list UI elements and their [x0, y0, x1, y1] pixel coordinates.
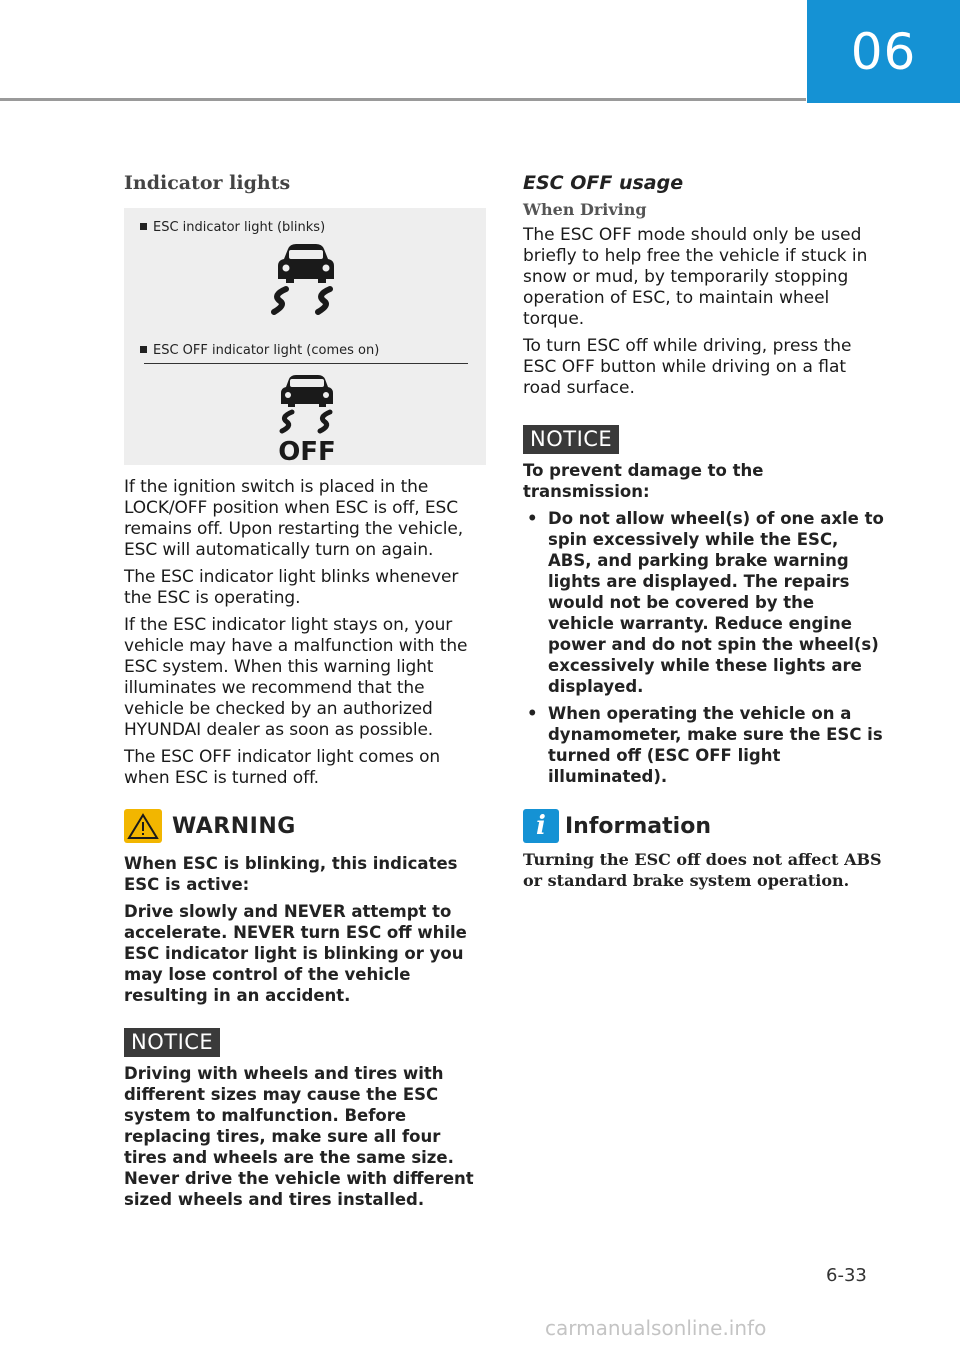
left-column	[124, 172, 488, 1216]
paragraph: If the ignition switch is placed in the LOCK/OFF position when ESC is off, ESC remains off. Upon restarting the vehicle, ESC will automatically turn on again.	[124, 477, 464, 560]
esc-off-icon-text: OFF	[278, 437, 336, 462]
indicator-label-esc: ESC indicator light (blinks)	[140, 220, 325, 235]
paragraph: If the ESC indicator light stays on, your vehicle may have a malfunction with the ESC system. When this warning light illuminates we recommend that the vehicle be checked by an authorized HYUNDAI dealer as soon as possible.	[124, 615, 468, 740]
information-icon: i	[523, 809, 559, 843]
esc-skid-car-icon	[268, 241, 344, 315]
esc-off-icon	[274, 372, 340, 462]
paragraph: The ESC indicator light blinks whenever the ESC is operating.	[124, 567, 459, 608]
notice-block-left	[124, 1028, 488, 1210]
square-bullet-icon	[140, 223, 147, 230]
indicator-label-esc-off: ESC OFF indicator light (comes on)	[140, 343, 379, 358]
square-bullet-icon	[140, 346, 147, 353]
list-item: • When operating the vehicle on a dynamometer, make sure the ESC is turned off (ESC OFF light illuminated).	[527, 704, 883, 786]
information-heading	[523, 809, 885, 843]
notice-badge: NOTICE	[523, 425, 619, 454]
right-column	[523, 172, 885, 891]
page-number: 6-33	[826, 1265, 867, 1286]
paragraph: The ESC OFF mode should only be used briefly to help free the vehicle if stuck in snow or mud, by temporarily stopping operation of ESC, to maintain wheel torque.	[523, 225, 868, 329]
esc-off-usage-title: ESC OFF usage	[523, 172, 684, 194]
notice-list	[523, 508, 885, 787]
indicator-box	[124, 208, 486, 465]
bullet-icon: •	[527, 704, 538, 723]
bullet-icon: •	[527, 509, 538, 528]
paragraph: To turn ESC off while driving, press the ESC OFF button while driving on a flat road surface.	[523, 336, 852, 398]
paragraph: The ESC OFF indicator light comes on when ESC is turned off.	[124, 747, 441, 788]
section-title: Indicator lights	[124, 172, 291, 194]
when-driving-subtitle: When Driving	[523, 200, 647, 219]
warning-text: When ESC is blinking, this indicates ESC is active:	[124, 854, 458, 894]
indicator-divider	[144, 363, 468, 364]
notice-block-right	[523, 425, 885, 787]
left-body	[124, 477, 488, 789]
information-text: Turning the ESC off does not affect ABS or standard brake system operation.	[523, 850, 882, 890]
chapter-tab: 06	[807, 0, 960, 103]
watermark: carmanualsonline.info	[545, 1316, 767, 1340]
list-item: • Do not allow wheel(s) of one axle to spin excessively while the ESC, ABS, and parking brake warning lights are displayed. The repairs would not be covered by the vehicle warranty. Reduce engine power and do not spin the wheel(s) excessively while these lights are displayed.	[527, 509, 884, 696]
header-rule	[0, 98, 806, 101]
warning-text: Drive slowly and NEVER attempt to accelerate. NEVER turn ESC off while ESC indicator light is blinking or you may lose control of the vehicle resulting in an accident.	[124, 902, 467, 1005]
warning-title: WARNING	[172, 813, 296, 839]
notice-lead: To prevent damage to the transmission:	[523, 461, 764, 501]
information-title: Information	[565, 813, 711, 839]
warning-heading	[124, 809, 488, 843]
notice-text: Driving with wheels and tires with different sizes may cause the ESC system to malfunction. Before replacing tires, make sure all four tires and wheels are the same size. Never drive the vehicle with different sized wheels and tires installed.	[124, 1064, 474, 1209]
notice-badge: NOTICE	[124, 1028, 220, 1057]
warning-triangle-icon	[124, 809, 162, 843]
